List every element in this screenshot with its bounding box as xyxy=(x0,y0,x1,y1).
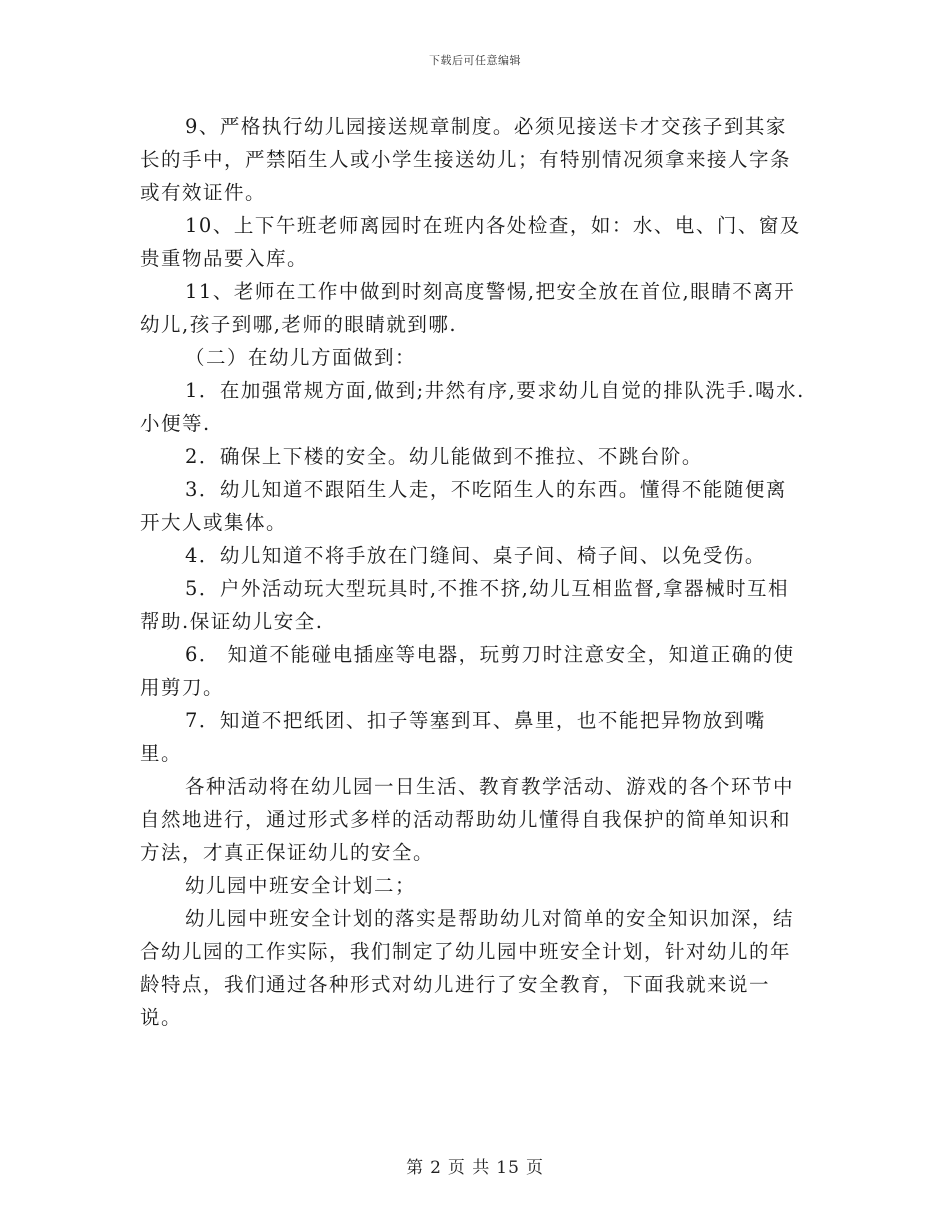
footer-middle: 页 共 xyxy=(447,1158,491,1178)
page-header: 下载后可任意编辑 xyxy=(429,54,521,67)
paragraph-item-6: 6． 知道不能碰电插座等电器，玩剪刀时注意安全，知道正确的使用剪刀。 xyxy=(140,643,795,699)
paragraph-item-4: 4．幼儿知道不将手放在门缝间、桌子间、椅子间、以免受伤。 xyxy=(185,544,766,567)
paragraph-item-5: 5．户外活动玩大型玩具时,不推不挤,幼儿互相监督,拿器械时互相帮助.保证幼儿安全. xyxy=(140,577,790,633)
section-heading-children: （二）在幼儿方面做到： xyxy=(185,346,417,369)
footer-prefix: 第 xyxy=(406,1158,425,1178)
paragraph-item-3: 3．幼儿知道不跟陌生人走，不吃陌生人的东西。懂得不能随便离开大人或集体。 xyxy=(140,478,787,534)
paragraph-plan-two-intro: 幼儿园中班安全计划的落实是帮助幼儿对简单的安全知识加深，结合幼儿园的工作实际，我们制定了幼儿园中班安全计划，针对幼儿的年龄特点，我们通过各种形式对幼儿进行了安全教育，下面我就来说一说。 xyxy=(140,907,795,1029)
footer-total-pages: 15 xyxy=(496,1158,520,1178)
paragraph-item-7: 7．知道不把纸团、扣子等塞到耳、鼻里，也不能把异物放到嘴里。 xyxy=(140,709,766,765)
paragraph-item-2: 2．确保上下楼的安全。幼儿能做到不推拉、不跳台阶。 xyxy=(185,445,703,468)
paragraph-activities-summary: 各种活动将在幼儿园一日生活、教育教学活动、游戏的各个环节中自然地进行，通过形式多样的活动帮助幼儿懂得自我保护的简单知识和方法，才真正保证幼儿的安全。 xyxy=(140,775,795,864)
paragraph-item-1: 1．在加强常规方面,做到;井然有序,要求幼儿自觉的排队洗手.喝水.小便等. xyxy=(140,379,805,435)
footer-suffix: 页 xyxy=(525,1158,544,1178)
footer-page-number: 2 xyxy=(430,1158,442,1178)
paragraph-rule-9: 9、严格执行幼儿园接送规章制度。必须见接送卡才交孩子到其家长的手中，严禁陌生人或小学生接送幼儿；有特别情况须拿来接人字条或有效证件。 xyxy=(140,115,792,204)
section-heading-plan-two: 幼儿园中班安全计划二； xyxy=(185,874,417,897)
paragraph-rule-11: 11、老师在工作中做到时刻高度警惕,把安全放在首位,眼睛不离开幼儿,孩子到哪,老师的眼睛就到哪. xyxy=(140,280,796,336)
paragraph-rule-10: 10、上下午班老师离园时在班内各处检查，如：水、电、门、窗及贵重物品要入库。 xyxy=(140,214,801,270)
page-body xyxy=(140,110,805,1034)
page-footer xyxy=(0,1153,950,1178)
